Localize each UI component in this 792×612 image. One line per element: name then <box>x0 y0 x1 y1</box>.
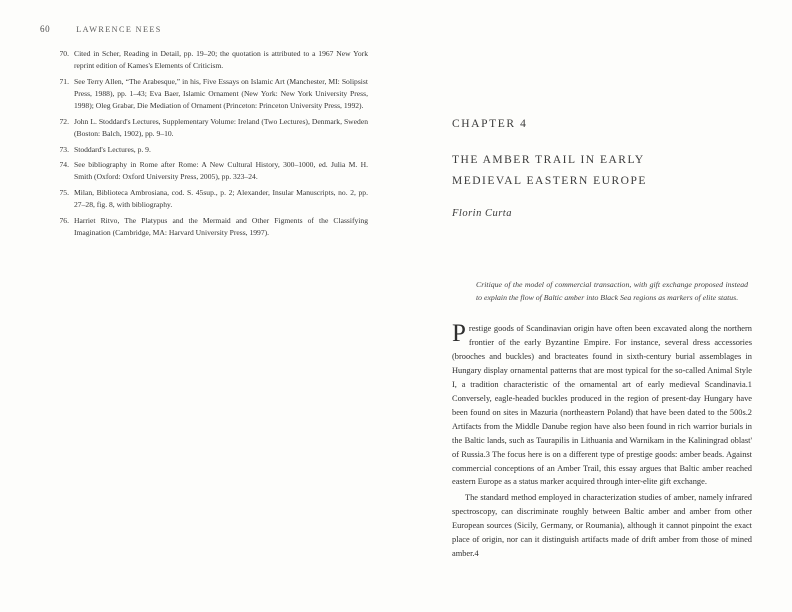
endnote-number: 74. <box>59 160 69 170</box>
endnote-text: See Terry Allen, “The Arabesque,” in his, Five Essays on Islamic Art (Manchester, MI: Solipsist Press, 1988), pp. 1–43; Eva Baer, Islamic Ornament (New York: New York University Press, 1998); Oleg Grabar, Die Mediation of Ornament (Princeton: Princeton University Press, 1992). <box>74 76 368 111</box>
chapter-author: Florin Curta <box>452 208 512 219</box>
endnote-text: Cited in Scher, Reading in Detail, pp. 19–20; the quotation is attributed to a 1967 New York reprint edition of Kames's Elements of Criticism. <box>74 49 368 71</box>
body-paragraph <box>452 491 752 561</box>
endnote-number: 71. <box>59 76 69 86</box>
running-head: LAWRENCE NEES <box>76 25 162 34</box>
chapter-title-line-2: MEDIEVAL EASTERN EUROPE <box>452 175 647 188</box>
endnote-item <box>52 159 368 184</box>
endnote-text: Harriet Ritvo, The Platypus and the Mermaid and Other Figments of the Classifying Imagination (Cambridge, MA: Harvard University Press, 1997). <box>74 215 368 237</box>
chapter-abstract: Critique of the model of commercial transaction, with gift exchange proposed instead to explain the flow of Baltic amber into Black Sea regions as markers of elite status. <box>476 280 748 303</box>
endnote-number: 73. <box>59 144 69 154</box>
endnote-text: Milan, Biblioteca Ambrosiana, cod. S. 45sup., p. 2; Alexander, Insular Manuscripts, no. 2, pp. 27–28, fig. 8, with bibliography. <box>74 187 368 210</box>
endnote-item <box>52 76 368 113</box>
right-page <box>396 0 792 612</box>
endnote-number: 72. <box>59 116 69 126</box>
endnote-item <box>52 187 368 212</box>
chapter-label: CHAPTER 4 <box>452 118 528 130</box>
body-paragraph-text: restige goods of Scandinavian origin have often been excavated along the northern frontier of the early Byzantine Empire. For instance, several dress accessories (brooches and buckles) and bracteates found in sixth-century burial assemblages in Hungary display ornamental patterns that are most typical for the so-called Animal Style I, a tradition characteristic of the ornamental art of early medieval Scandinavia.1 Conversely, eagle-headed buckles produced in the region of present-day Hungary have been found on sites in Mazuria (northeastern Poland) that have been dated to the 500s.2 Artifacts from the Middle Danube region have also been found in rich warrior burials in the Baltic lands, such as Taurapilis in Lithuania and Warnikam in the Kaliningrad oblast' of Russia.3 The focus here is on a different type of prestige goods: amber beads. Against commercial conceptions of an Amber Trail, this essay argues that Baltic amber reached eastern Europe as a status marker acquired through inter-elite gift exchange. <box>452 324 752 487</box>
chapter-title-line-1: THE AMBER TRAIL IN EARLY <box>452 154 645 166</box>
endnote-item <box>52 144 368 156</box>
drop-cap: P <box>452 320 466 347</box>
chapter-body <box>452 322 752 563</box>
body-paragraph-text: The standard method employed in characterization studies of amber, namely infrared spectroscopy, can discriminate roughly between Baltic amber and amber from other European sources (Sicily, Germany, or Roumania), although it cannot pinpoint the exact place of origin, nor can it distinguish artifacts made of drift amber from those of mined amber.4 <box>452 493 752 559</box>
endnote-number: 76. <box>59 215 69 225</box>
left-page-header <box>40 24 370 34</box>
chapter-title <box>452 150 752 193</box>
endnotes-list <box>52 48 368 242</box>
endnote-text: Stoddard's Lectures, p. 9. <box>74 144 151 154</box>
endnote-number: 70. <box>59 49 69 58</box>
folio-number: 60 <box>40 24 51 34</box>
endnote-item <box>52 116 368 141</box>
endnote-item <box>52 215 368 240</box>
endnote-item <box>52 48 368 73</box>
body-paragraph <box>452 322 752 489</box>
endnote-text: John L. Stoddard's Lectures, Supplementary Volume: Ireland (Two Lectures), Denmark, Sweden (Boston: Balch, 1902), pp. 9–10. <box>74 116 368 139</box>
endnote-text: See bibliography in Rome after Rome: A New Cultural History, 300–1000, ed. Julia M. H. Smith (Oxford: Oxford University Press, 2005), pp. 323–24. <box>74 160 368 182</box>
endnote-number: 75. <box>59 187 69 197</box>
